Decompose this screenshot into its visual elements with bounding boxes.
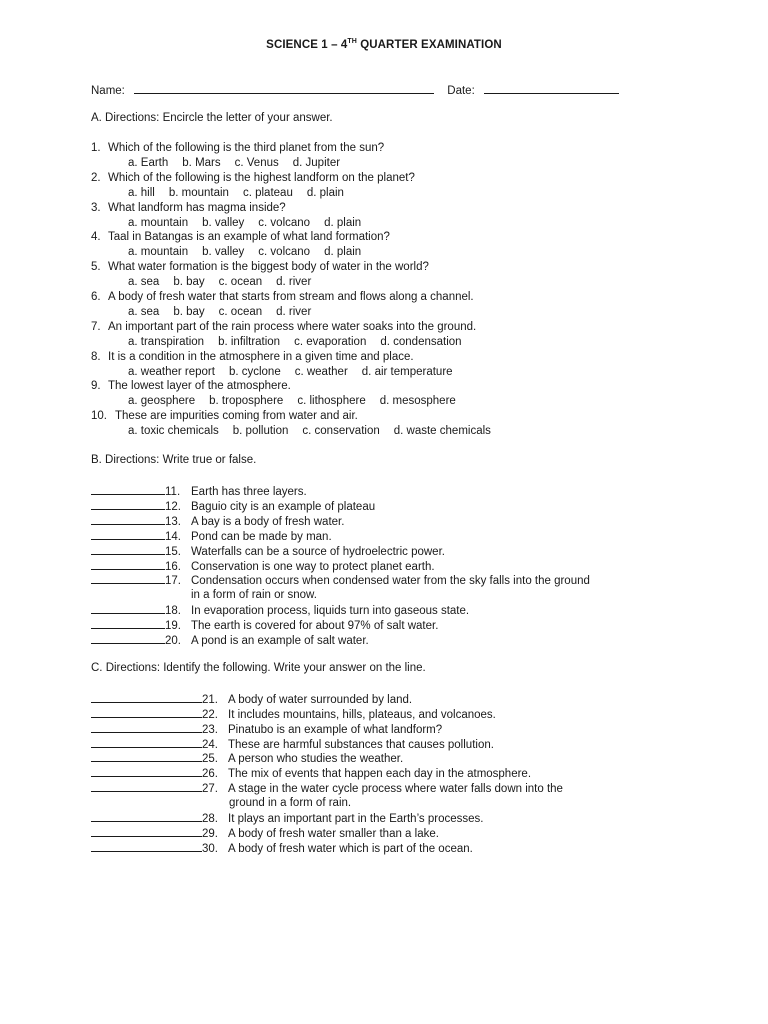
item-text: A bay is a body of fresh water.: [191, 515, 345, 528]
choice-option[interactable]: c. volcano: [258, 217, 311, 229]
name-label: Name:: [91, 85, 125, 97]
item-number: 29.: [202, 828, 218, 840]
answer-blank[interactable]: [91, 751, 202, 762]
date-field[interactable]: [484, 82, 619, 94]
question-number: 7.: [91, 321, 101, 333]
answer-blank[interactable]: [91, 499, 165, 510]
identification-item: [91, 751, 403, 767]
item-number: 12.: [165, 500, 181, 513]
section-a-directions: A. Directions: Encircle the letter of your answer.: [91, 112, 333, 124]
choice-option[interactable]: a. toxic chemicals: [128, 425, 219, 437]
identification-item: [91, 826, 439, 842]
choice-option[interactable]: b. troposphere: [209, 395, 284, 407]
item-number: 14.: [165, 530, 181, 543]
choice-option[interactable]: b. pollution: [232, 425, 289, 437]
choice-option[interactable]: c. conservation: [302, 425, 380, 437]
item-text: It plays an important part in the Earth’s processes.: [228, 813, 484, 825]
choice-option[interactable]: b. infiltration: [218, 336, 281, 348]
choice-option[interactable]: a. sea: [128, 306, 160, 318]
choice-option[interactable]: d. waste chemicals: [393, 425, 491, 437]
answer-blank[interactable]: [91, 781, 202, 792]
choice-option[interactable]: d. river: [276, 306, 312, 318]
true-false-item: [91, 514, 344, 530]
choice-list: [128, 245, 375, 260]
true-false-item: [91, 499, 375, 515]
choice-list: [128, 335, 476, 350]
item-text: Waterfalls can be a source of hydroelectric power.: [191, 545, 445, 558]
item-number: 17.: [165, 575, 181, 588]
question-number: 6.: [91, 291, 101, 303]
choice-option[interactable]: b. cyclone: [228, 366, 281, 378]
question: [91, 290, 474, 305]
item-number: 28.: [202, 813, 218, 825]
answer-blank[interactable]: [91, 603, 165, 614]
choice-option[interactable]: a. Earth: [128, 157, 169, 169]
choice-option[interactable]: a. mountain: [128, 246, 189, 258]
choice-option[interactable]: d. mesosphere: [379, 395, 456, 407]
item-text: A pond is an example of salt water.: [191, 635, 369, 647]
identification-item: [91, 722, 442, 738]
date-label: Date:: [447, 85, 475, 97]
choice-list: [128, 216, 375, 231]
choice-option[interactable]: b. Mars: [182, 157, 221, 169]
section-b-directions: B. Directions: Write true or false.: [91, 454, 257, 466]
item-text: Baguio city is an example of plateau: [191, 500, 376, 513]
item-text: Pond can be made by man.: [191, 530, 332, 543]
answer-blank[interactable]: [91, 722, 202, 733]
choice-option[interactable]: d. plain: [306, 187, 344, 199]
item-number: 27.: [202, 783, 218, 795]
item-number: 24.: [202, 739, 218, 751]
question-number: 3.: [91, 202, 101, 214]
answer-blank[interactable]: [91, 514, 165, 525]
question: [91, 171, 415, 186]
answer-blank[interactable]: [91, 544, 165, 555]
true-false-item: [91, 633, 369, 649]
answer-blank[interactable]: [91, 484, 165, 495]
choice-list: [128, 305, 325, 320]
choice-option[interactable]: d. plain: [324, 246, 362, 258]
answer-blank[interactable]: [91, 826, 202, 837]
item-number: 22.: [202, 709, 218, 721]
item-text: A person who studies the weather.: [228, 753, 404, 765]
choice-list: [128, 424, 505, 439]
page-title: SCIENCE 1 – 4TH QUARTER EXAMINATION: [266, 38, 502, 51]
item-number: 26.: [202, 768, 218, 780]
question-text: It is a condition in the atmosphere in a given time and place.: [108, 351, 414, 363]
true-false-item: [91, 603, 469, 619]
question-text: What water formation is the biggest body of water in the world?: [108, 261, 429, 273]
item-text: In evaporation process, liquids turn into gaseous state.: [191, 605, 470, 618]
question-text: Which of the following is the third planet from the sun?: [108, 142, 385, 154]
item-number: 15.: [165, 545, 181, 558]
answer-blank[interactable]: [91, 737, 202, 748]
answer-blank[interactable]: [91, 618, 165, 629]
question-text: An important part of the rain process where water soaks into the ground.: [108, 321, 477, 333]
choice-option[interactable]: b. bay: [173, 276, 205, 288]
item-text: The earth is covered for about 97% of salt water.: [191, 620, 439, 633]
item-text: It includes mountains, hills, plateaus, and volcanoes.: [228, 709, 496, 721]
answer-blank[interactable]: [91, 573, 165, 584]
question: [91, 201, 286, 216]
item-text-continued: ground in a form of rain.: [229, 797, 352, 809]
choice-list: [128, 365, 467, 380]
choice-option[interactable]: c. lithosphere: [297, 395, 366, 407]
identification-item: [91, 692, 412, 708]
item-text: A body of fresh water which is part of the ocean.: [228, 843, 473, 855]
choice-option[interactable]: b. valley: [202, 246, 245, 258]
choice-option[interactable]: c. plateau: [242, 187, 293, 199]
choice-option[interactable]: a. mountain: [128, 217, 189, 229]
choice-option[interactable]: a. hill: [128, 187, 155, 199]
answer-blank[interactable]: [91, 766, 202, 777]
choice-option[interactable]: a. weather report: [128, 366, 215, 378]
question-number: 1.: [91, 142, 101, 154]
choice-list: [128, 186, 358, 201]
name-date-row: [91, 82, 619, 97]
item-number: 30.: [202, 843, 218, 855]
choice-list: [128, 275, 325, 290]
name-field[interactable]: [134, 82, 434, 94]
item-text: Pinatubo is an example of what landform?: [228, 724, 443, 736]
choice-option[interactable]: d. condensation: [380, 336, 462, 348]
answer-blank[interactable]: [91, 707, 202, 718]
item-text: A stage in the water cycle process where water falls down into the: [228, 783, 563, 795]
identification-item: [91, 707, 496, 723]
item-number: 23.: [202, 724, 218, 736]
true-false-item: [91, 559, 435, 575]
question-text: Which of the following is the highest landform on the planet?: [108, 172, 415, 184]
question-text: Taal in Batangas is an example of what land formation?: [108, 231, 390, 243]
question: [91, 409, 358, 424]
choice-option[interactable]: c. evaporation: [294, 336, 367, 348]
true-false-item: [91, 529, 332, 545]
question-text: A body of fresh water that starts from stream and flows along a channel.: [108, 291, 474, 303]
identification-item: [91, 841, 473, 857]
choice-list: [128, 156, 354, 171]
true-false-item: [91, 484, 307, 500]
choice-option[interactable]: c. ocean: [218, 276, 263, 288]
choice-option[interactable]: a. sea: [128, 276, 160, 288]
item-text: Condensation occurs when condensed water from the sky falls into the ground: [191, 575, 590, 588]
choice-option[interactable]: c. volcano: [258, 246, 311, 258]
item-number: 19.: [165, 620, 181, 633]
item-text: These are harmful substances that causes pollution.: [228, 739, 494, 751]
question-number: 4.: [91, 231, 101, 243]
item-number: 20.: [165, 635, 181, 647]
item-text: The mix of events that happen each day in the atmosphere.: [228, 768, 532, 780]
question-number: 10.: [91, 410, 107, 422]
question-text: These are impurities coming from water and air.: [115, 410, 358, 422]
choice-option[interactable]: b. bay: [173, 306, 205, 318]
question: [91, 350, 414, 365]
identification-item: [91, 811, 483, 827]
choice-option[interactable]: c. ocean: [218, 306, 263, 318]
choice-option[interactable]: a. geosphere: [128, 395, 196, 407]
item-number: 16.: [165, 560, 181, 573]
item-text: Conservation is one way to protect planet earth.: [191, 560, 435, 573]
choice-option[interactable]: d. Jupiter: [292, 157, 341, 169]
question: [91, 141, 384, 156]
question-number: 9.: [91, 380, 101, 392]
question: [91, 230, 390, 245]
true-false-item: [91, 544, 445, 560]
question-number: 5.: [91, 261, 101, 273]
answer-blank[interactable]: [91, 692, 202, 703]
item-number: 25.: [202, 753, 218, 765]
item-text: A body of fresh water smaller than a lake.: [228, 828, 439, 840]
item-text: A body of water surrounded by land.: [228, 694, 413, 706]
answer-blank[interactable]: [91, 633, 165, 644]
true-false-item: [91, 573, 590, 589]
item-number: 13.: [165, 515, 181, 528]
item-text: Earth has three layers.: [191, 486, 307, 498]
answer-blank[interactable]: [91, 811, 202, 822]
answer-blank[interactable]: [91, 529, 165, 540]
choice-option[interactable]: d. air temperature: [361, 366, 453, 378]
item-number: 21.: [202, 694, 218, 706]
question-number: 8.: [91, 351, 101, 363]
question: [91, 379, 291, 394]
identification-item: [91, 766, 531, 782]
choice-option[interactable]: c. weather: [294, 366, 348, 378]
item-number: 11.: [165, 486, 181, 498]
question-text: The lowest layer of the atmosphere.: [108, 380, 291, 392]
question: [91, 320, 476, 335]
choice-option[interactable]: a. transpiration: [128, 336, 205, 348]
answer-blank[interactable]: [91, 841, 202, 852]
true-false-item: [91, 618, 438, 634]
choice-option[interactable]: b. mountain: [168, 187, 229, 199]
identification-item: [91, 781, 563, 797]
item-number: 18.: [165, 605, 181, 618]
choice-list: [128, 394, 470, 409]
question-number: 2.: [91, 172, 101, 184]
choice-option[interactable]: d. river: [276, 276, 312, 288]
question: [91, 260, 429, 275]
choice-option[interactable]: b. valley: [202, 217, 245, 229]
item-text-continued: in a form of rain or snow.: [191, 589, 317, 601]
question-text: What landform has magma inside?: [108, 202, 286, 214]
choice-option[interactable]: c. Venus: [234, 157, 279, 169]
section-c-directions: C. Directions: Identify the following. Write your answer on the line.: [91, 662, 426, 674]
choice-option[interactable]: d. plain: [324, 217, 362, 229]
answer-blank[interactable]: [91, 559, 165, 570]
